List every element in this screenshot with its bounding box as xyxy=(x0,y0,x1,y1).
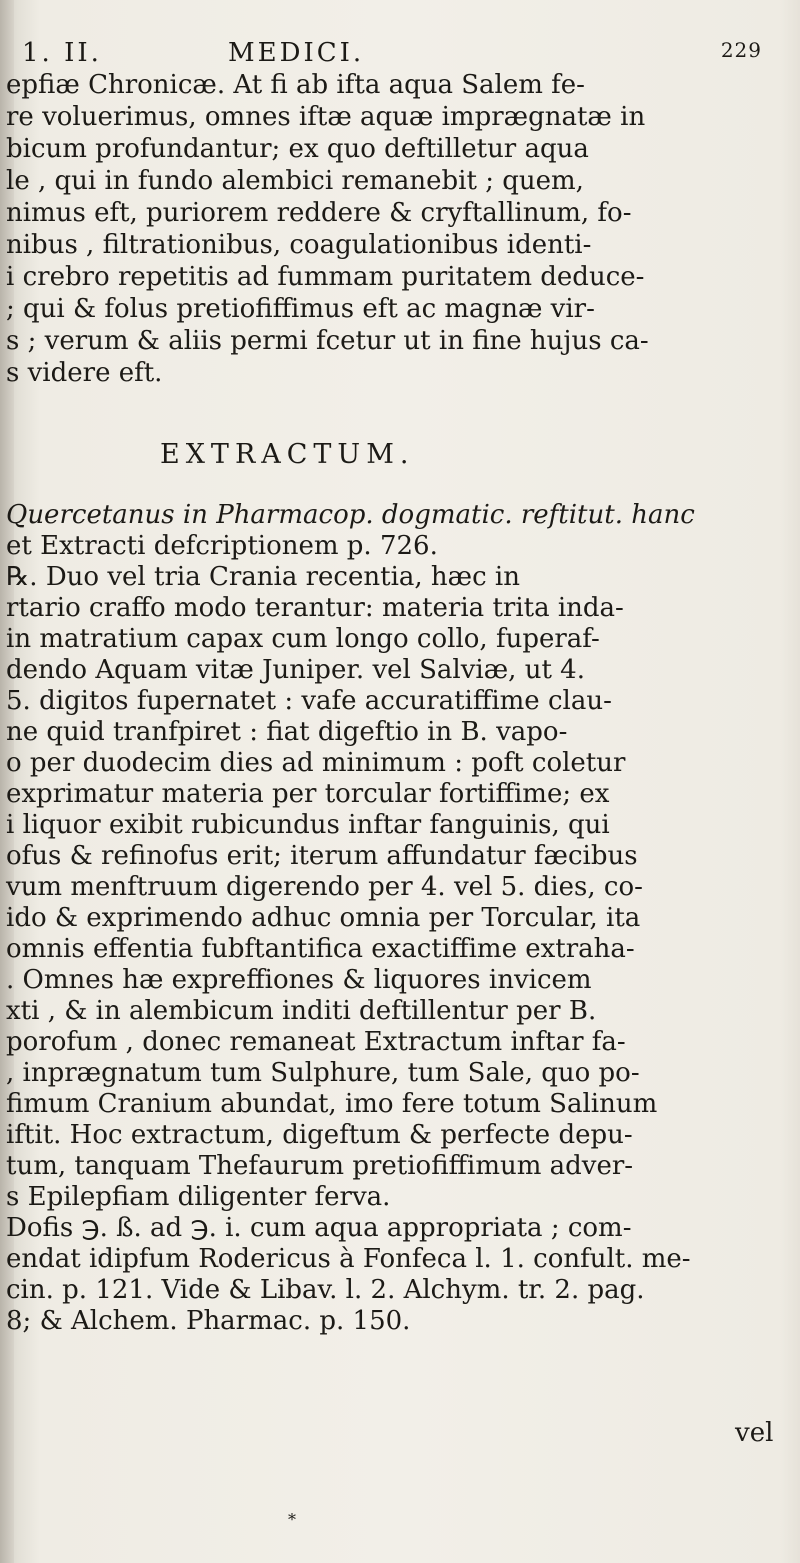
text-line: Dofis ℈. ß. ad ℈. i. cum aqua appropriata ; com- xyxy=(6,1213,632,1243)
text-line: s videre eft. xyxy=(6,358,163,388)
text-line: , inprægnatum tum Sulphure, tum Sale, quo po- xyxy=(6,1058,640,1088)
text-line: i liquor exibit rubicundus inftar fanguinis, qui xyxy=(6,810,610,840)
text-line: o per duodecim dies ad minimum : poft coletur xyxy=(6,748,626,778)
text-line: ℞. Duo vel tria Crania recentia, hæc in xyxy=(6,562,520,592)
text-line: et Extracti defcriptionem p. 726. xyxy=(6,531,438,561)
text-line: dendo Aquam vitæ Juniper. vel Salviæ, ut 4. xyxy=(6,655,585,685)
text-line: re voluerimus, omnes iftæ aquæ imprægnatæ in xyxy=(6,102,646,132)
text-line: 8; & Alchem. Pharmac. p. 150. xyxy=(6,1306,411,1336)
text-line: bicum profundantur; ex quo deftilletur aqua xyxy=(6,134,589,164)
text-line: nibus , filtrationibus, coagulationibus identi- xyxy=(6,230,592,260)
text-line: s Epilepfiam diligenter ferva. xyxy=(6,1182,391,1212)
text-line: ido & exprimendo adhuc omnia per Torcular, ita xyxy=(6,903,641,933)
text-line: epfiæ Chronicæ. At fi ab ifta aqua Salem fe- xyxy=(6,70,585,100)
catchword: vel xyxy=(735,1418,774,1448)
text-line: 5. digitos fupernatet : vafe accuratiffime clau- xyxy=(6,686,612,716)
page-number: 229 xyxy=(720,38,762,62)
text-line: xti , & in alembicum inditi deftillentur per B. xyxy=(6,996,597,1026)
text-line: porofum , donec remaneat Extractum inftar fa- xyxy=(6,1027,626,1057)
text-line: cin. p. 121. Vide & Libav. l. 2. Alchym. tr. 2. pag. xyxy=(6,1275,645,1305)
text-line: fimum Cranium abundat, imo fere totum Salinum xyxy=(6,1089,658,1119)
text-line: vum menftruum digerendo per 4. vel 5. dies, co- xyxy=(6,872,643,902)
text-line: ne quid tranfpiret : fiat digeftio in B. vapo- xyxy=(6,717,568,747)
text-line: iftit. Hoc extractum, digeftum & perfecte depu- xyxy=(6,1120,633,1150)
text-line: ; qui & folus pretiofiffimus eft ac magnæ vir- xyxy=(6,294,595,324)
header-title: MEDICI. xyxy=(228,38,365,68)
text-line: s ; verum & aliis permi fcetur ut in fine hujus ca- xyxy=(6,326,649,356)
ornament-mark: * xyxy=(288,1510,296,1529)
text-line: Quercetanus in Pharmacop. dogmatic. reftitut. hanc xyxy=(6,500,695,530)
text-line: ofus & refinofus erit; iterum affundatur fæcibus xyxy=(6,841,638,871)
text-line: i crebro repetitis ad fummam puritatem deduce- xyxy=(6,262,645,292)
text-line: . Omnes hæ expreffiones & liquores invicem xyxy=(6,965,592,995)
text-line: nimus eft, puriorem reddere & cryftallinum, fo- xyxy=(6,198,632,228)
text-line: in matratium capax cum longo collo, fuperaf- xyxy=(6,624,600,654)
text-line: rtario craffo modo terantur: materia trita inda- xyxy=(6,593,624,623)
section-heading: EXTRACTUM. xyxy=(160,439,415,470)
text-line: le , qui in fundo alembici remanebit ; quem, xyxy=(6,166,584,196)
header-chapter: 1. II. xyxy=(22,38,102,68)
text-line: tum, tanquam Thefaurum pretiofiffimum adver- xyxy=(6,1151,634,1181)
text-line: exprimatur materia per torcular fortiffime; ex xyxy=(6,779,610,809)
text-line: endat idipfum Rodericus à Fonfeca l. 1. confult. me- xyxy=(6,1244,691,1274)
text-line: omnis effentia fubftantifica exactiffime extraha- xyxy=(6,934,635,964)
